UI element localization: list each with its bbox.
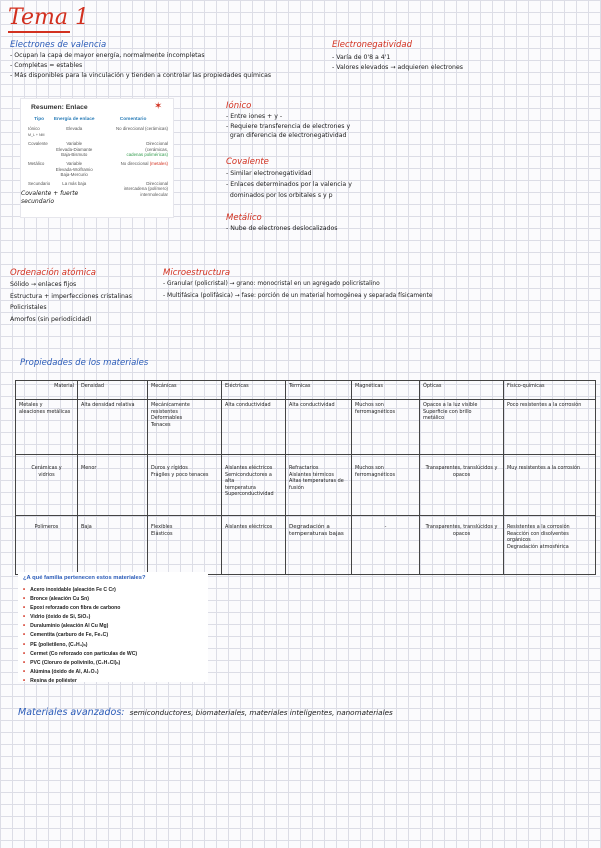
- table-cell: Aislantes eléctricos: [222, 516, 286, 575]
- note-line: - Valores elevados → adquieren electrones: [332, 64, 463, 71]
- table-col-header: Mecánicas: [148, 381, 222, 400]
- list-item: • Resina de poliéster: [23, 677, 137, 686]
- microestructura-notes: [163, 279, 432, 302]
- table-cell: Transparentes, translúcidos y opacos: [420, 516, 504, 575]
- metalico-heading: Metálico: [226, 213, 262, 223]
- table-col-header: Eléctricas: [222, 381, 286, 400]
- table-cell: Menor: [78, 455, 148, 516]
- table-cell: -: [352, 516, 420, 575]
- table-cell: Duros y rígidos Frágiles y poco tenaces: [148, 455, 222, 516]
- ionico-heading: Iónico: [226, 101, 252, 111]
- table-col-header: Magnéticas: [352, 381, 420, 400]
- table-row: [16, 516, 596, 575]
- summary-tipo-note: M_L + NM: [28, 132, 45, 137]
- familias-list: [23, 586, 137, 686]
- avanzados-text: semiconductores, biomateriales, materiales inteligentes, nanomateriales: [129, 708, 393, 717]
- note-line: - Enlaces determinados por la valencia y: [226, 181, 352, 188]
- summary-row: [27, 125, 169, 140]
- ordenacion-heading: Ordenación atómica: [10, 268, 96, 278]
- table-cell: Flexibles Elásticos: [148, 516, 222, 575]
- electronegatividad-heading: Electronegatividad: [332, 40, 412, 50]
- table-cell: Alta conductividad: [222, 400, 286, 455]
- table-col-header: Material: [16, 381, 78, 400]
- table-row: [16, 455, 596, 516]
- note-line: - Requiere transferencia de electrones y: [226, 122, 351, 130]
- avanzados-heading: Materiales avanzados:: [18, 707, 125, 718]
- note-line: - Similar electronegatividad: [226, 170, 312, 177]
- table-col-header: Ópticas: [420, 381, 504, 400]
- table-header-row: [16, 381, 596, 400]
- note-line: - Varía de 0'8 a 4'1: [332, 54, 391, 61]
- table-cell: Muy resistentes a la corrosión: [504, 455, 596, 516]
- table-cell: Opacos a la luz visible Superficie con brillo metálico: [420, 400, 504, 455]
- note-line: dominados por los orbitales s y p: [226, 192, 333, 199]
- propiedades-table: [15, 380, 596, 575]
- list-item: • Duraluminio (aleación Al Cu Mg): [23, 622, 137, 631]
- list-item: • Bronce (aleación Cu Sn): [23, 595, 137, 604]
- summary-energia: Variable Elevada-Wolframio Baja-Mercurio: [55, 160, 93, 178]
- note-line: - Entre iones + y -: [226, 113, 283, 120]
- ordenacion-notes: [10, 279, 132, 325]
- summary-tipo: Iónico: [28, 126, 40, 131]
- electrones-heading: Electrones de valencia: [10, 40, 107, 50]
- covalente-heading: Covalente: [226, 157, 269, 167]
- summary-title: Resumen: Enlace: [31, 104, 88, 111]
- table-col-header: Densidad: [78, 381, 148, 400]
- table-cell: Poco resistentes a la corrosión: [504, 400, 596, 455]
- summary-col-header: Energía de enlace: [53, 117, 95, 122]
- metalico-notes: [226, 224, 338, 234]
- page-title: Tema 1: [8, 5, 89, 30]
- familias-question: ¿A qué familia pertenecen estos materiales?: [23, 575, 146, 581]
- list-item: • Vidrio (óxido de Si, SiO₂): [23, 613, 137, 622]
- note-line: Sólido → enlaces fijos: [10, 281, 77, 288]
- table-cell: Alta densidad relativa: [78, 400, 148, 455]
- propiedades-heading: Propiedades de los materiales: [20, 358, 149, 368]
- table-col-header: Físico-químicas: [504, 381, 596, 400]
- note-line: - Completas = estables: [10, 62, 83, 69]
- summary-energia: Elevada: [66, 126, 83, 131]
- ionico-notes: [226, 112, 350, 141]
- table-cell: Baja: [78, 516, 148, 575]
- table-cell: Aislantes eléctricos Semiconductores a alta temperatura Superconductividad: [222, 455, 286, 516]
- note-line: - Multifásica (polifásica) → fase: porción de un material homogénea y separada físicamente: [163, 292, 433, 299]
- note-line: gran diferencia de electronegatividad: [226, 132, 347, 139]
- covalente-notes: [226, 168, 352, 201]
- summary-comentario: No direccional (cerámicas): [116, 126, 168, 131]
- table-cell: Refractarios Aislantes térmicos Altas temperaturas de fusión: [286, 455, 352, 516]
- familias-card: [18, 572, 208, 682]
- table-cell: Muchos son ferromagnéticos: [352, 455, 420, 516]
- electrones-notes: [10, 51, 271, 81]
- list-item: • Cementita (carburo de Fe, Fe₃C): [23, 631, 137, 640]
- list-item: • PVC (Cloruro de polivinilo, (C₂H₃Cl)ₙ): [23, 659, 137, 668]
- table-cell: Transparentes, translúcidos y opacos: [420, 455, 504, 516]
- list-item: • Cermet (Co reforzado con partículas de WC): [23, 650, 137, 659]
- summary-row: [27, 160, 169, 180]
- table-cell: Resistentes a la corrosión Reacción con disolventes orgánicos Degradación atmosférica: [504, 516, 596, 575]
- note-line: - Ocupan la capa de mayor energía, normalmente incompletas: [10, 52, 205, 59]
- summary-col-header: Tipo: [34, 117, 45, 122]
- table-cell: Degradación a temperaturas bajas: [286, 516, 352, 575]
- summary-energia: La más baja: [62, 180, 87, 186]
- note-line: - Nube de electrones deslocalizados: [226, 225, 338, 232]
- note-line: - Granular (policristal) → grano: monocristal en un agregado policristalino: [163, 281, 380, 287]
- electronegatividad-notes: [332, 53, 463, 73]
- summary-annotation: Covalente + fuerte secundario: [21, 190, 79, 205]
- summary-row: [27, 140, 169, 160]
- summary-tipo: Covalente: [28, 141, 48, 147]
- table-cell: Cerámicas y vidrios: [16, 455, 78, 516]
- table-cell: Metales y aleaciones metálicas: [16, 400, 78, 455]
- summary-comentario: Direccional intercadena (polímero) intermolecular: [123, 180, 168, 197]
- table-row: [16, 400, 596, 455]
- summary-table: [27, 116, 169, 200]
- note-line: Estructura + imperfecciones cristalinas: [10, 292, 132, 300]
- summary-comentario-note: cadenas poliméricas): [126, 152, 168, 158]
- list-item: • Acero inoxidable (aleación Fe C Cr): [23, 586, 137, 595]
- summary-tipo: Secundario: [28, 180, 51, 186]
- list-item: • Epoxi reforzado con fibra de carbono: [23, 604, 137, 613]
- star-icon: ✶: [154, 101, 163, 112]
- note-line: Policristales: [10, 304, 47, 311]
- summary-col-header: Comentario: [119, 117, 147, 122]
- summary-energia: Variable Elevada-Diamante Baja-Bismuto: [56, 141, 93, 158]
- table-cell: Polímeros: [16, 516, 78, 575]
- note-line: - Más disponibles para la vinculación y tienden a controlar las propiedades químicas: [10, 72, 272, 79]
- avanzados-line: [18, 700, 393, 719]
- summary-comentario: No direccional: [120, 160, 149, 166]
- list-item: • Alúmina (óxido de Al, Al₂O₃): [23, 668, 137, 677]
- summary-comentario-note: (metales): [149, 160, 168, 166]
- microestructura-heading: Microestructura: [163, 268, 231, 278]
- title-underline: [8, 31, 70, 33]
- table-cell: Muchos son ferromagnéticos: [352, 400, 420, 455]
- list-item: • PE (polietileno, (C₂H₄)ₙ): [23, 641, 137, 650]
- note-line: Amorfos (sin periodicidad): [10, 315, 92, 323]
- table-col-header: Térmicas: [286, 381, 352, 400]
- table-cell: Alta conductividad: [286, 400, 352, 455]
- summary-tipo: Metálico: [28, 160, 45, 166]
- summary-comentario: Direccional (cerámicas,: [145, 141, 168, 152]
- table-cell: Mecánicamente resistentes Deformables Tenaces: [148, 400, 222, 455]
